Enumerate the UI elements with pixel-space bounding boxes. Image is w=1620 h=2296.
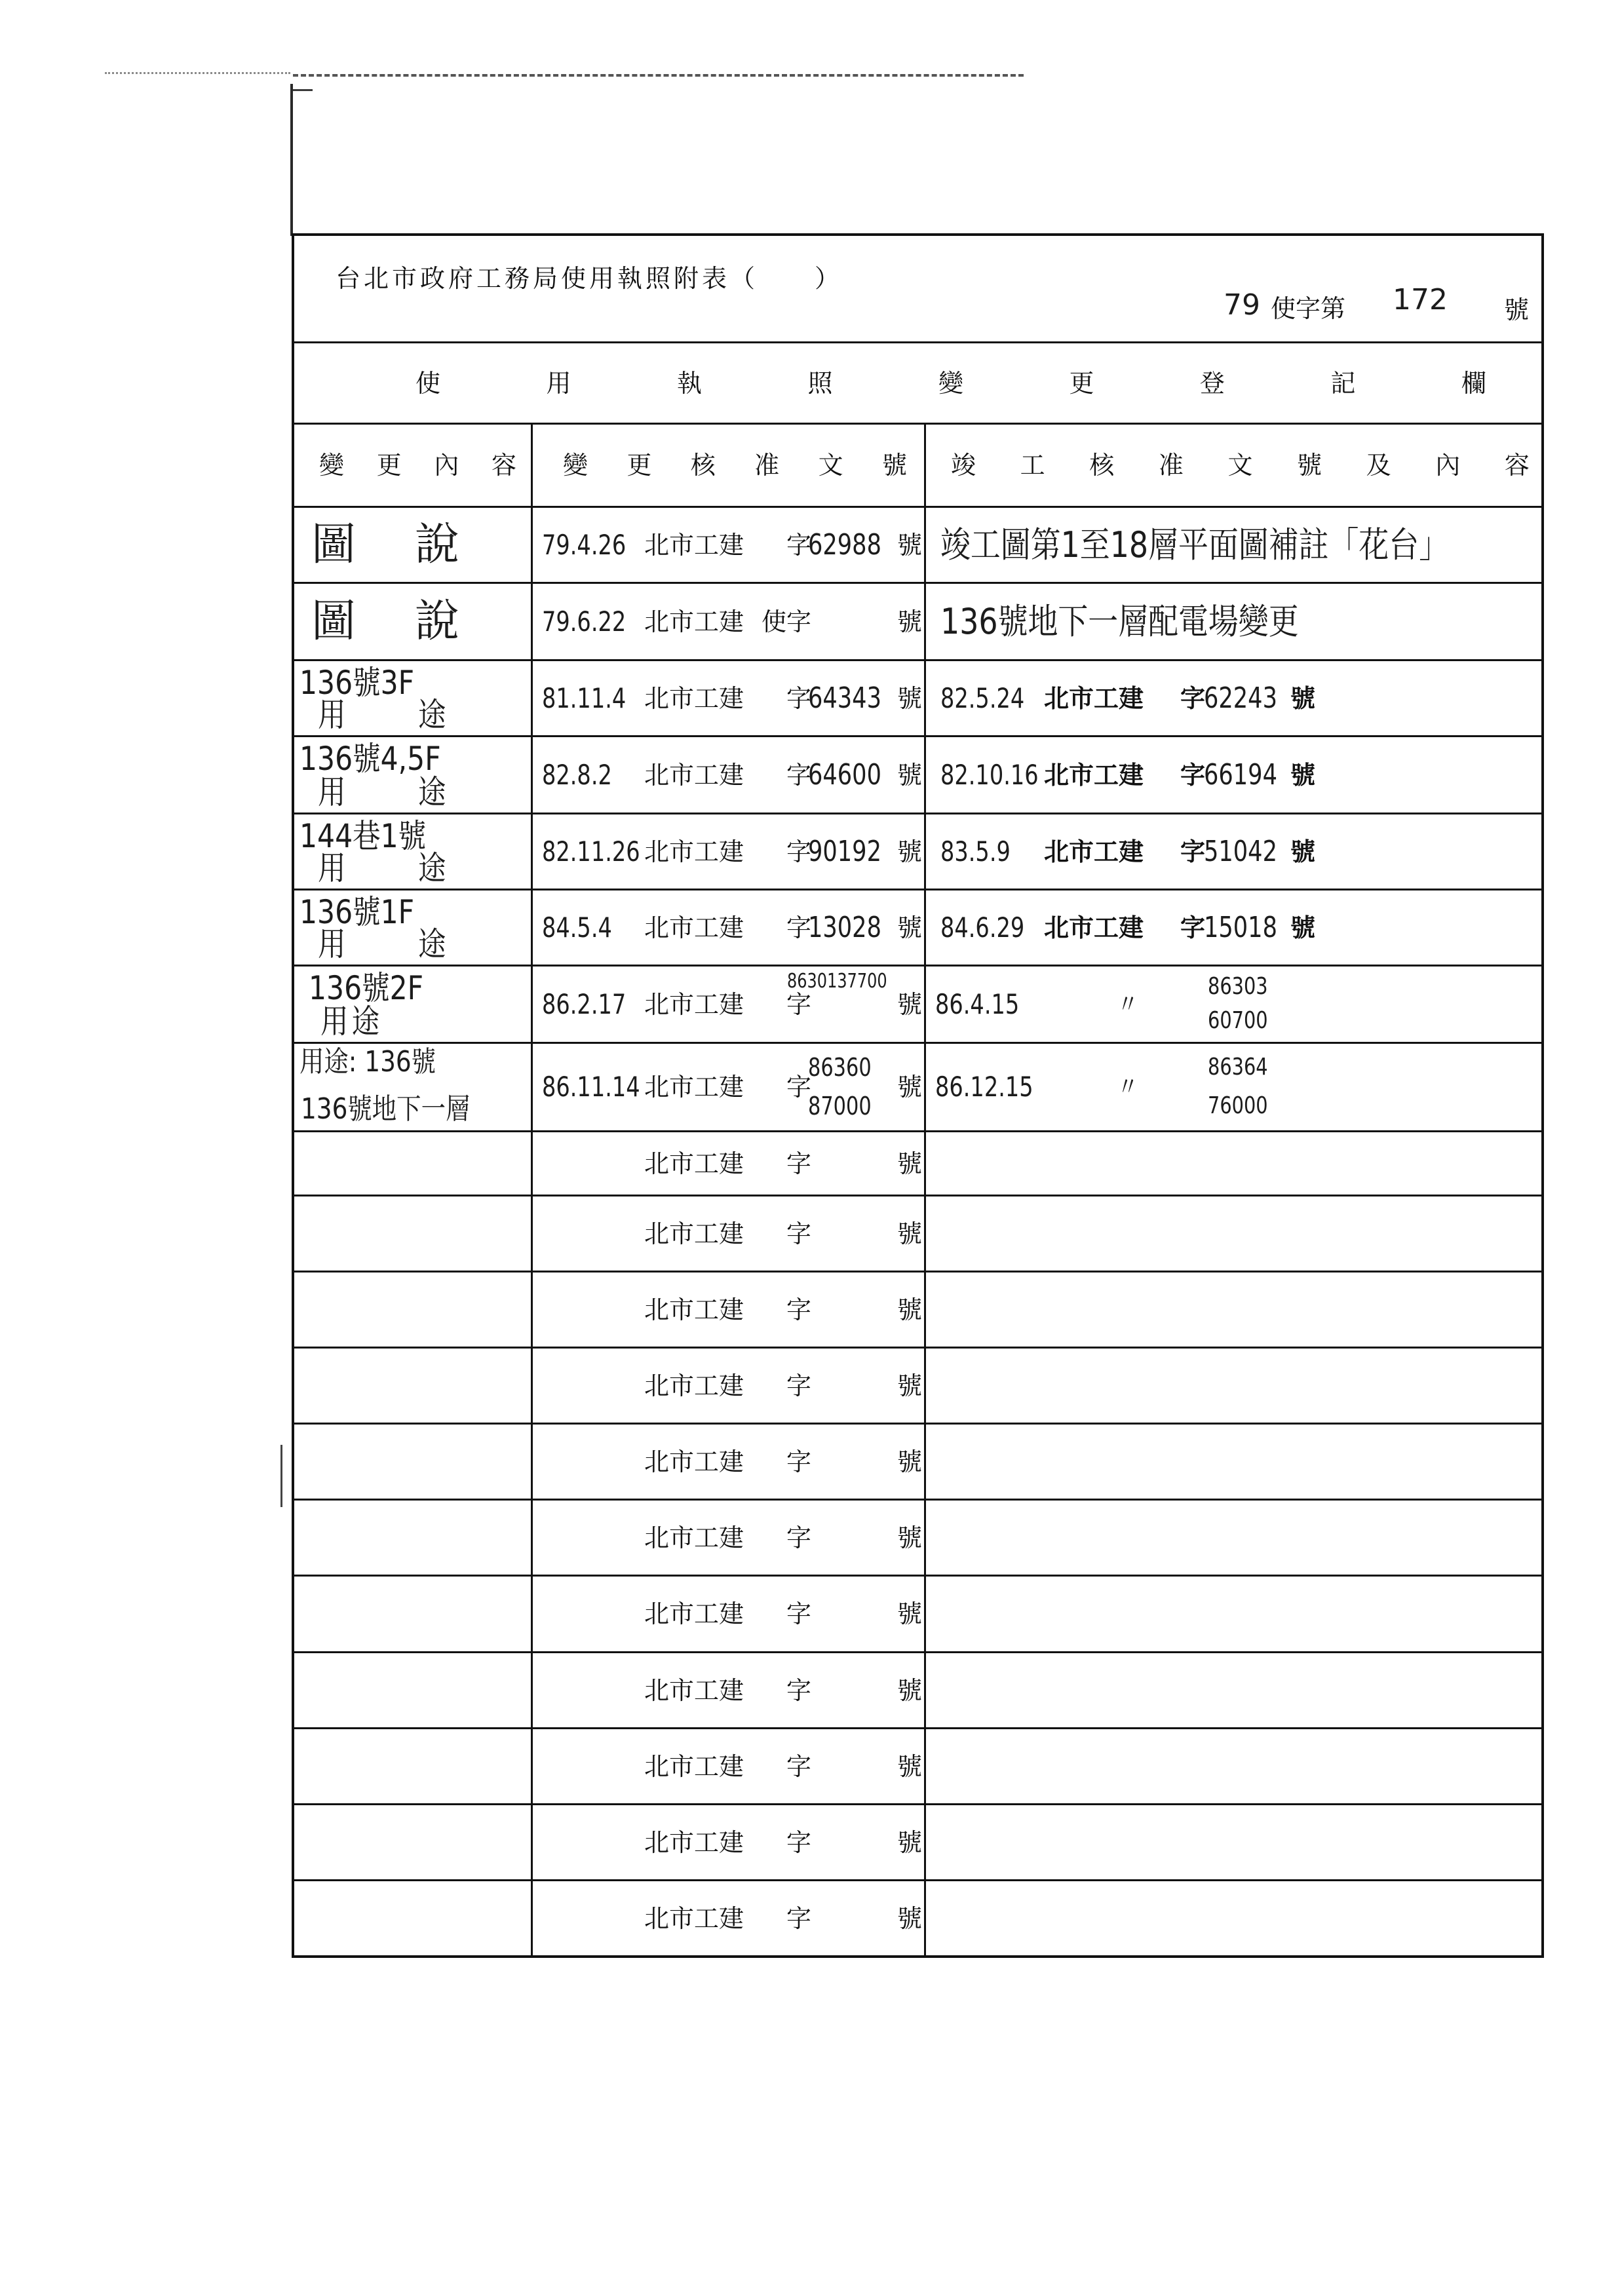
completion-hao-label: 號 [1290,683,1316,713]
completion-cell [924,584,1541,659]
change-content-cell [294,1196,531,1271]
approval-number: 90192 [808,834,881,868]
completion-zi-label: 字 [1180,912,1206,942]
change-content-cell [294,890,531,965]
approval-hao-label: 號 [897,1219,923,1248]
approval-date: 79.6.22 [542,605,627,638]
change-content-cell [294,1044,531,1130]
completion-number: 62243 [1204,681,1277,715]
header-char: 工 [1020,451,1045,480]
approval-zi-label: 字 [786,1523,811,1552]
register-row-blank [294,1803,1541,1879]
permit-number: 172 [1393,283,1448,316]
approval-date: 84.5.4 [542,911,612,944]
approval-office: 北市工建 [644,1827,744,1857]
approval-office: 北市工建 [644,530,744,560]
approval-office: 北市工建 [644,1447,744,1476]
approval-hao-label: 號 [897,530,923,560]
approval-hao-label: 號 [897,1523,923,1552]
approval-zi-label: 字 [786,1219,811,1248]
approval-office: 北市工建 [644,1295,744,1324]
approval-number-cell [531,1653,924,1727]
ditto-mark: 〃 [1117,1072,1138,1102]
permit-suffix: 號 [1504,296,1530,324]
header-char: 及 [1366,451,1391,480]
register-row [294,735,1541,813]
approval-hao-label: 號 [897,607,923,636]
section-title-char: 用 [546,368,571,398]
header-char: 更 [627,451,652,480]
approval-zi-label: 字 [786,1675,811,1705]
approval-number-cell [531,1501,924,1575]
scan-side-mark [280,1445,282,1507]
completion-date: 82.10.16 [940,758,1039,791]
change-content-line: 用途 [320,1003,383,1041]
section-title-char: 更 [1069,368,1094,398]
approval-zi-label: 字 [786,1447,811,1476]
header-char: 號 [1297,451,1322,480]
approval-zi-label: 字 [786,1371,811,1400]
approval-number-cell [531,508,924,582]
change-content-cell [294,814,531,889]
register-row-blank [294,1727,1541,1803]
header-char: 容 [1504,451,1530,480]
approval-number: 13028 [808,910,881,944]
completion-office: 北市工建 [1044,759,1144,790]
column-header-row [294,423,1541,506]
approval-zi-label: 字 [786,683,811,713]
approval-zi-label: 字 [786,1904,811,1933]
header-char: 准 [754,451,780,480]
change-content-cell [294,584,531,659]
section-title-char: 欄 [1461,368,1486,398]
change-content-cell [294,1729,531,1803]
approval-number: 86360 [808,1052,872,1082]
change-content-line: 136號2F [309,969,424,1007]
approval-hao-label: 號 [897,913,923,942]
permit-label: 使字第 [1271,294,1346,323]
register-row [294,659,1541,735]
change-content-line: 144巷1號 [299,817,427,855]
completion-number-second: 76000 [1208,1092,1268,1120]
completion-cell [924,1196,1541,1271]
approval-office: 北市工建 [644,1523,744,1552]
change-content-line: 用途 [318,773,518,811]
completion-cell [924,737,1541,813]
completion-office: 北市工建 [1044,683,1144,713]
approval-hao-label: 號 [897,1904,923,1933]
approval-zi-label: 字 [786,1751,811,1781]
section-title-char: 執 [676,368,702,398]
approval-hao-label: 號 [897,760,923,790]
change-content-line: 136號4,5F [299,740,441,778]
approval-number-cell [531,1729,924,1803]
approval-number-cell [531,1425,924,1499]
change-content-cell [294,1881,531,1955]
change-content-cell [294,1501,531,1575]
header-approval-number [531,425,924,506]
approval-hao-label: 號 [897,1675,923,1705]
approval-office: 北市工建 [644,1371,744,1400]
register-row-blank [294,1499,1541,1575]
scan-top-dotted-line [105,72,290,74]
change-content-line: 136號1F [299,893,415,931]
completion-office: 北市工建 [1044,836,1144,866]
approval-hao-label: 號 [897,1751,923,1781]
approval-zi-label: 字 [786,760,811,790]
completion-hao-label: 號 [1290,912,1316,942]
approval-number-cell [531,1196,924,1271]
approval-zi-label: 字 [786,1827,811,1857]
approval-hao-label: 號 [897,1447,923,1476]
section-title [294,341,1541,423]
approval-date: 86.11.14 [542,1071,640,1103]
change-content-cell [294,1577,531,1651]
header-change-content [294,425,531,506]
change-content-line: 用途: 136號 [299,1045,436,1079]
approval-number-cell [531,966,924,1042]
approval-number-cell [531,1349,924,1423]
approval-date: 79.4.26 [542,528,627,561]
approval-hao-label: 號 [897,837,923,866]
approval-zi-label: 使字 [761,607,811,636]
approval-number: 62988 [808,527,881,562]
register-row [294,506,1541,582]
header-char: 內 [434,451,459,480]
section-title-char: 變 [938,368,963,398]
approval-hao-label: 號 [897,1599,923,1628]
approval-office: 北市工建 [644,913,744,942]
header-char: 變 [319,451,345,480]
completion-cell [924,1349,1541,1423]
approval-number-cell [531,737,924,813]
approval-hao-label: 號 [897,683,923,713]
completion-hao-label: 號 [1290,759,1316,790]
completion-description: 136號地下一層配電場變更 [940,600,1299,642]
completion-cell [924,814,1541,889]
header-char: 文 [818,451,843,480]
completion-number-second: 60700 [1208,1006,1268,1034]
change-content-line: 136號3F [299,664,415,702]
change-content-cell [294,966,531,1042]
register-row-blank [294,1347,1541,1423]
scan-binding-edge-line [290,84,293,236]
scan-edge-tick [293,89,313,91]
completion-cell [924,1044,1541,1130]
change-content-line: 用途 [318,696,518,734]
approval-zi-label: 字 [786,1599,811,1628]
completion-number: 86364 [1208,1053,1268,1081]
scan-top-dashed-line [293,74,1024,77]
approval-zi-label: 字 [786,1295,811,1324]
approval-number-cell [531,890,924,965]
approval-number-cell [531,1577,924,1651]
approval-hao-label: 號 [897,1827,923,1857]
change-content-cell [294,508,531,582]
completion-number: 66194 [1204,757,1277,792]
approval-number: 64600 [808,757,881,792]
completion-zi-label: 字 [1180,836,1206,866]
completion-number: 15018 [1204,910,1277,944]
approval-office: 北市工建 [644,1599,744,1628]
permit-year: 79 [1224,288,1260,322]
form-title: 台北市政府工務局使用執照附表（ ） [336,264,843,293]
section-title-char: 登 [1199,368,1225,398]
approval-number-cell [531,661,924,735]
change-content-text: 圖說 [311,595,519,647]
approval-number-cell [531,814,924,889]
approval-office: 北市工建 [644,1751,744,1781]
register-rows [294,506,1541,1955]
register-row-blank [294,1271,1541,1347]
completion-number: 51042 [1204,834,1277,868]
register-row-blank [294,1130,1541,1195]
completion-zi-label: 字 [1180,759,1206,790]
approval-office: 北市工建 [644,760,744,790]
change-content-cell [294,1805,531,1879]
approval-office: 北市工建 [644,837,744,866]
completion-cell [924,1805,1541,1879]
register-row [294,965,1541,1042]
completion-cell [924,508,1541,582]
register-row-blank [294,1423,1541,1499]
header-char: 更 [376,451,402,480]
approval-number-cell [531,1805,924,1879]
change-content-cell [294,1132,531,1195]
header-char: 文 [1227,451,1253,480]
register-row-blank [294,1651,1541,1727]
approval-zi-label: 字 [786,1149,811,1178]
approval-zi-label: 字 [786,1073,811,1101]
section-title-char: 使 [415,368,441,398]
approval-hao-label: 號 [897,1371,923,1400]
change-content-text: 圖說 [311,518,519,571]
register-row-blank [294,1879,1541,1955]
change-content-line: 用途 [318,925,518,963]
header-char: 核 [690,451,716,480]
completion-cell [924,890,1541,965]
approval-office: 北市工建 [644,683,744,713]
register-row [294,889,1541,965]
approval-zi-label: 字 [786,989,811,1019]
approval-office: 北市工建 [644,1675,744,1705]
change-content-cell [294,1653,531,1727]
approval-date: 81.11.4 [542,681,627,714]
approval-office: 北市工建 [644,1149,744,1178]
approval-hao-label: 號 [897,989,923,1019]
header-char: 內 [1435,451,1461,480]
change-content-cell [294,1272,531,1347]
completion-office: 北市工建 [1044,912,1144,942]
completion-description: 竣工圖第1至18層平面圖補註「花台」 [940,524,1450,565]
approval-office: 北市工建 [644,607,744,636]
completion-cell [924,1577,1541,1651]
change-content-line: 用途 [318,849,518,887]
register-row [294,1042,1541,1130]
header-completion [924,425,1541,506]
header-char: 竣 [951,451,976,480]
completion-date: 86.12.15 [935,1071,1033,1103]
header-char: 變 [563,451,588,480]
approval-zi-label: 字 [786,530,811,560]
completion-cell [924,1132,1541,1195]
approval-number-cell [531,1272,924,1347]
completion-cell [924,966,1541,1042]
completion-number: 86303 [1208,973,1268,1001]
section-title-char: 記 [1330,368,1356,398]
completion-date: 82.5.24 [940,681,1025,714]
header-char: 號 [881,451,907,480]
approval-date: 82.11.26 [542,835,640,868]
change-content-cell [294,661,531,735]
completion-date: 84.6.29 [940,911,1025,944]
approval-number-cell [531,584,924,659]
approval-date: 86.2.17 [542,987,627,1020]
header-char: 准 [1158,451,1184,480]
approval-number-cell [531,1881,924,1955]
completion-zi-label: 字 [1180,683,1206,713]
approval-date: 82.8.2 [542,758,612,791]
approval-zi-label: 字 [786,837,811,866]
change-content-cell [294,737,531,813]
change-content-cell [294,1425,531,1499]
approval-office: 北市工建 [644,1219,744,1248]
approval-number-second: 87000 [808,1092,872,1121]
section-title-char: 照 [807,368,833,398]
completion-date: 83.5.9 [940,835,1011,868]
title-row [294,236,1541,341]
approval-number: 64343 [808,681,881,715]
approval-number-cell [531,1044,924,1130]
completion-cell [924,1729,1541,1803]
approval-hao-label: 號 [897,1149,923,1178]
approval-zi-label: 字 [786,913,811,942]
approval-office: 北市工建 [644,1073,744,1101]
header-char: 容 [491,451,516,480]
approval-number-cell [531,1132,924,1195]
completion-date: 86.4.15 [935,987,1020,1020]
completion-cell [924,661,1541,735]
approval-hao-label: 號 [897,1295,923,1324]
change-content-line: 136號地下一層 [301,1092,471,1126]
approval-office: 北市工建 [644,989,744,1019]
approval-office: 北市工建 [644,1904,744,1933]
register-row-blank [294,1575,1541,1651]
change-content-cell [294,1349,531,1423]
completion-cell [924,1653,1541,1727]
header-char: 核 [1089,451,1115,480]
usage-permit-form [292,233,1544,1958]
completion-cell [924,1425,1541,1499]
approval-number: 8630137700 [787,970,887,993]
completion-cell [924,1881,1541,1955]
register-row-blank [294,1195,1541,1271]
approval-hao-label: 號 [897,1073,923,1101]
completion-cell [924,1501,1541,1575]
completion-cell [924,1272,1541,1347]
register-row [294,582,1541,659]
completion-hao-label: 號 [1290,836,1316,866]
ditto-mark: 〃 [1117,989,1138,1020]
register-row [294,813,1541,889]
